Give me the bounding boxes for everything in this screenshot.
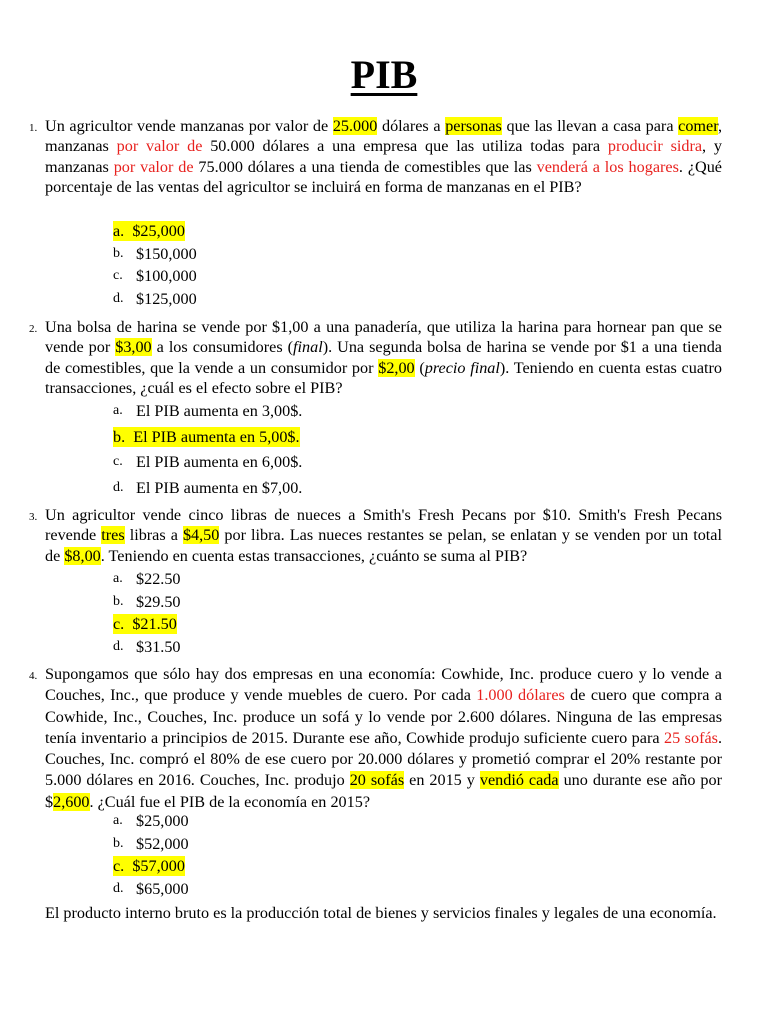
option-letter: c. bbox=[113, 857, 125, 876]
option-text: $150,000 bbox=[136, 244, 197, 263]
option-letter: d. bbox=[113, 290, 124, 306]
option-text: $22.50 bbox=[136, 570, 181, 588]
option-letter: b. bbox=[113, 245, 124, 261]
red-text: 1.000 dólares bbox=[476, 686, 565, 705]
question-text: ). Teniendo en cuenta estas cuatro transacciones, ¿cuál es el efecto sobre el PIB? bbox=[45, 358, 723, 398]
answer-option bbox=[113, 856, 185, 879]
option-letter: c. bbox=[113, 268, 123, 284]
question-number: 1. bbox=[29, 122, 38, 134]
question-text: que las llevan a casa para bbox=[501, 117, 679, 135]
option-text: $57,000 bbox=[132, 857, 185, 876]
red-text: 25 sofás bbox=[664, 728, 718, 747]
answer-option bbox=[113, 266, 197, 289]
question-3 bbox=[29, 505, 722, 566]
answer-option bbox=[113, 244, 197, 267]
question-text: libras a bbox=[124, 526, 183, 545]
answer-option bbox=[113, 401, 303, 427]
option-text: El PIB aumenta en 5,00$. bbox=[133, 427, 300, 446]
answer-option bbox=[113, 427, 300, 453]
option-text: $21.50 bbox=[132, 615, 177, 634]
question-text: por libra. Las nueces restantes se pelan, se enlatan y se venden por un total de bbox=[45, 526, 722, 565]
option-letter: b. bbox=[113, 835, 124, 851]
option-letter: a. bbox=[113, 222, 125, 240]
question-text: . ¿Qué porcentaje de las ventas del agricultor se incluirá en forma de manzanas en el PIB? bbox=[45, 157, 722, 197]
option-text: El PIB aumenta en 3,00$. bbox=[136, 402, 303, 420]
question-text: en 2015 y bbox=[404, 771, 480, 790]
option-text: $125,000 bbox=[136, 289, 197, 308]
answer-option bbox=[113, 879, 189, 902]
answer-option bbox=[113, 569, 181, 592]
italic-text: final bbox=[293, 338, 323, 357]
option-text: $25,000 bbox=[132, 222, 185, 240]
answer-option bbox=[113, 221, 185, 244]
question-text: Un agricultor vende manzanas por valor de bbox=[45, 117, 333, 135]
highlighted-text: 25.000 bbox=[332, 117, 378, 135]
option-text: $65,000 bbox=[136, 879, 189, 898]
question-text: Una bolsa de harina se vende por $1,00 a una panadería, que utiliza la harina para hornear pan que se vende por bbox=[45, 318, 722, 357]
question-text: 75.000 dólares a una tienda de comestibles que las bbox=[193, 157, 537, 176]
answer-option bbox=[113, 614, 177, 637]
highlighted-text: $2,00 bbox=[378, 358, 415, 377]
question-text: , y manzanas bbox=[45, 137, 723, 176]
answer-option bbox=[113, 289, 197, 312]
highlighted-text: $3,00 bbox=[115, 338, 152, 357]
answer-option bbox=[113, 592, 181, 615]
answer-options-1 bbox=[113, 221, 197, 311]
answer-option bbox=[113, 834, 189, 857]
question-text: . Couches, Inc. compró el 80% de ese cuero por 20.000 dólares y prometió comprar el 20% restante por 5.000 dólares en 2016. Couches, Inc. produjo bbox=[45, 728, 722, 790]
answer-options-2 bbox=[113, 401, 303, 504]
option-letter: c. bbox=[113, 454, 123, 470]
option-letter: b. bbox=[113, 593, 124, 609]
question-text: de cuero que compra a Cowhide, Inc., Couches, Inc. produce un sofá y lo vende por 2.600 dólares. Ninguna de las empresas tenía inventario a principios de 2015. Durante ese año, Cowhide produjo suficiente cuero para bbox=[45, 686, 722, 747]
option-letter: b. bbox=[113, 427, 126, 446]
red-text: venderá a los hogares bbox=[536, 157, 679, 176]
highlighted-text: 20 sofás bbox=[349, 771, 405, 790]
page-title: PIB bbox=[350, 52, 418, 97]
answer-option bbox=[113, 811, 189, 834]
option-letter: d. bbox=[113, 880, 124, 896]
highlighted-text: personas bbox=[445, 117, 502, 135]
question-text: a los consumidores ( bbox=[151, 338, 294, 357]
question-number: 4. bbox=[29, 670, 38, 682]
italic-text: precio final bbox=[424, 358, 500, 377]
highlighted-text: $8,00 bbox=[64, 546, 101, 565]
question-text: Supongamos que sólo hay dos empresas en una economía: Cowhide, Inc. produce cuero y lo vende a Couches, Inc., que produce y vende muebles de cuero. Por cada bbox=[45, 665, 722, 705]
highlighted-text: comer bbox=[678, 117, 718, 135]
red-text: producir sidra bbox=[607, 137, 703, 156]
highlighted-text: vendió cada bbox=[479, 771, 559, 790]
red-text: por valor de bbox=[116, 137, 203, 156]
highlighted-text: tres bbox=[101, 526, 125, 545]
question-2 bbox=[29, 317, 723, 399]
question-4 bbox=[29, 664, 722, 813]
question-text: , manzanas bbox=[45, 117, 722, 156]
question-1 bbox=[29, 116, 723, 198]
option-letter: c. bbox=[113, 615, 125, 634]
question-text: Un agricultor vende cinco libras de nueces a Smith's Fresh Pecans por $10. Smith's Fresh Pecans revende bbox=[45, 506, 722, 545]
question-text: . Teniendo en cuenta estas transacciones, ¿cuánto se suma al PIB? bbox=[100, 546, 528, 565]
footer-note: El producto interno bruto es la producción total de bienes y servicios finales y legales de una economía. bbox=[45, 904, 717, 922]
option-letter: a. bbox=[113, 403, 123, 418]
question-text: . ¿Cuál fue el PIB de la economía en 2015? bbox=[89, 792, 371, 811]
question-text: ( bbox=[414, 358, 425, 377]
question-text: 50.000 dólares a una empresa que las utiliza todas para bbox=[202, 137, 608, 156]
option-text: $52,000 bbox=[136, 834, 189, 853]
question-number: 2. bbox=[29, 323, 38, 335]
highlighted-text: 2,600 bbox=[53, 792, 90, 811]
question-number: 3. bbox=[29, 511, 38, 523]
question-text: ). Una segunda bolsa de harina se vende por $1 a una tienda de comestibles, que la vende a un consumidor por bbox=[45, 338, 722, 377]
answer-options-3 bbox=[113, 569, 181, 659]
option-letter: d. bbox=[113, 480, 124, 496]
option-text: $31.50 bbox=[136, 637, 181, 656]
option-text: El PIB aumenta en $7,00. bbox=[136, 479, 303, 498]
option-text: $100,000 bbox=[136, 267, 197, 286]
answer-option bbox=[113, 478, 303, 504]
red-text: por valor de bbox=[113, 157, 194, 176]
question-text: dólares a bbox=[377, 117, 446, 135]
answer-option bbox=[113, 452, 303, 478]
highlighted-text: $4,50 bbox=[182, 526, 220, 545]
question-text: uno durante ese año por $ bbox=[45, 771, 722, 811]
option-text: $25,000 bbox=[136, 812, 189, 830]
answer-options-4 bbox=[113, 811, 189, 901]
option-letter: d. bbox=[113, 638, 124, 654]
answer-option bbox=[113, 637, 181, 660]
option-letter: a. bbox=[113, 571, 123, 586]
option-text: $29.50 bbox=[136, 592, 181, 611]
option-letter: a. bbox=[113, 813, 123, 828]
option-text: El PIB aumenta en 6,00$. bbox=[136, 453, 303, 472]
